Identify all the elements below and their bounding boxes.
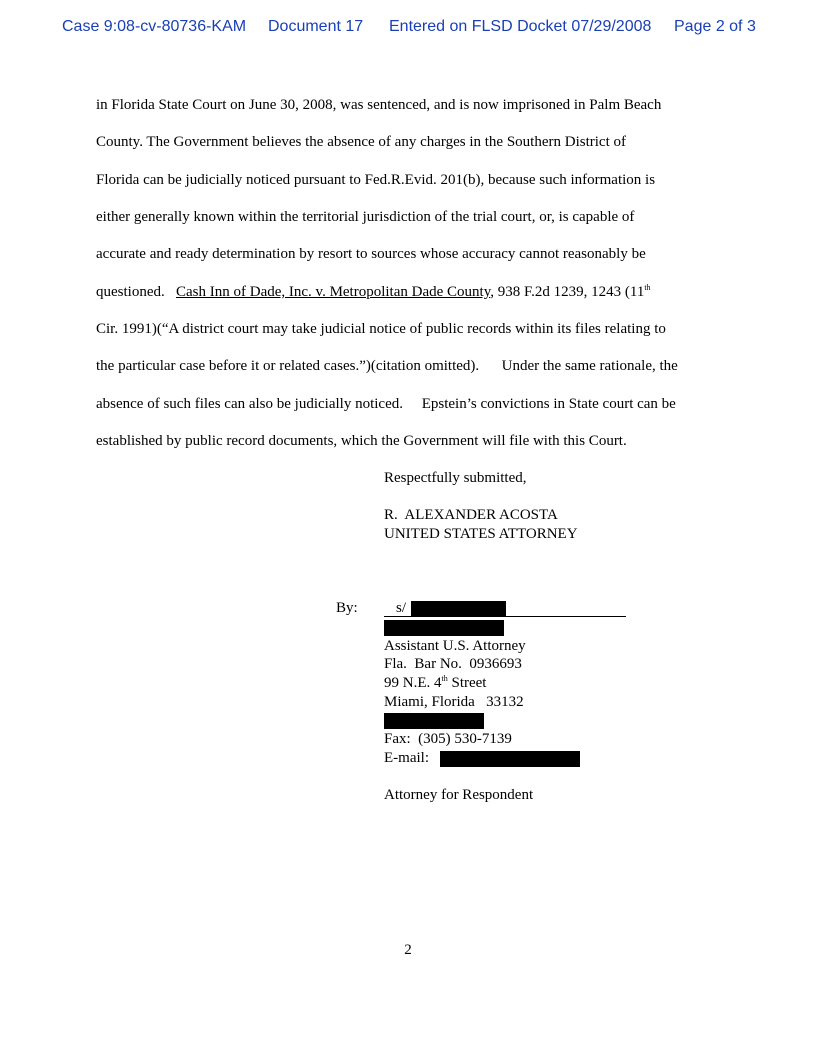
by-label: By: [336, 600, 358, 616]
document-number: Document 17 [268, 18, 364, 35]
signature-line [384, 616, 626, 617]
redaction-block [411, 601, 506, 616]
bar-number: Fla. Bar No. 0936693 [384, 656, 522, 672]
body-text: , 938 F.2d 1239, 1243 (11 [490, 284, 645, 300]
email-label: E-mail: [384, 750, 429, 766]
closing: Respectfully submitted, [384, 470, 527, 486]
body-line: the particular case before it or related cases.”)(citation omitted). Under the same rationale, the [96, 358, 678, 374]
body-line: County. The Government believes the absence of any charges in the Southern District of [96, 134, 626, 150]
case-number: Case 9:08-cv-80736-KAM [62, 18, 247, 35]
body-line: either generally known within the territorial jurisdiction of the trial court, or, is capable of [96, 209, 635, 225]
body-line: Florida can be judicially noticed pursuant to Fed.R.Evid. 201(b), because such information is [96, 172, 656, 188]
body-line: Cir. 1991)(“A district court may take judicial notice of public records within its files relating to [96, 321, 666, 337]
page-number: 2 [404, 942, 412, 958]
docket-entry-date: Entered on FLSD Docket 07/29/2008 [389, 18, 652, 35]
street-text: Street [447, 675, 487, 691]
body-line: absence of such files can also be judicially noticed. Epstein’s convictions in State court can be [96, 396, 676, 412]
fax-number: Fax: (305) 530-7139 [384, 731, 512, 747]
signature-mark: s/ [396, 600, 407, 616]
body-line: established by public record documents, which the Government will file with this Court. [96, 433, 627, 449]
redaction-block [384, 713, 484, 729]
body-line: accurate and ready determination by resort to sources whose accuracy cannot reasonably be [96, 246, 646, 262]
body-line: in Florida State Court on June 30, 2008, was sentenced, and is now imprisoned in Palm Beach [96, 97, 662, 113]
city-state-zip: Miami, Florida 33132 [384, 694, 524, 710]
case-citation: Cash Inn of Dade, Inc. v. Metropolitan Dade County [176, 284, 491, 300]
ordinal-suffix: th [441, 674, 448, 683]
attorney-title: UNITED STATES ATTORNEY [384, 526, 578, 542]
street-text: 99 N.E. 4 [384, 675, 442, 691]
attorney-name: R. ALEXANDER ACOSTA [384, 507, 558, 523]
street-address [384, 675, 486, 692]
attorney-role: Assistant U.S. Attorney [384, 638, 526, 654]
redaction-block [440, 751, 580, 767]
ordinal-suffix: th [644, 283, 651, 292]
attorney-for: Attorney for Respondent [384, 787, 534, 803]
body-text: questioned. [96, 284, 176, 300]
page-count: Page 2 of 3 [674, 18, 756, 35]
body-line-citation [96, 284, 651, 301]
redaction-block [384, 620, 504, 636]
